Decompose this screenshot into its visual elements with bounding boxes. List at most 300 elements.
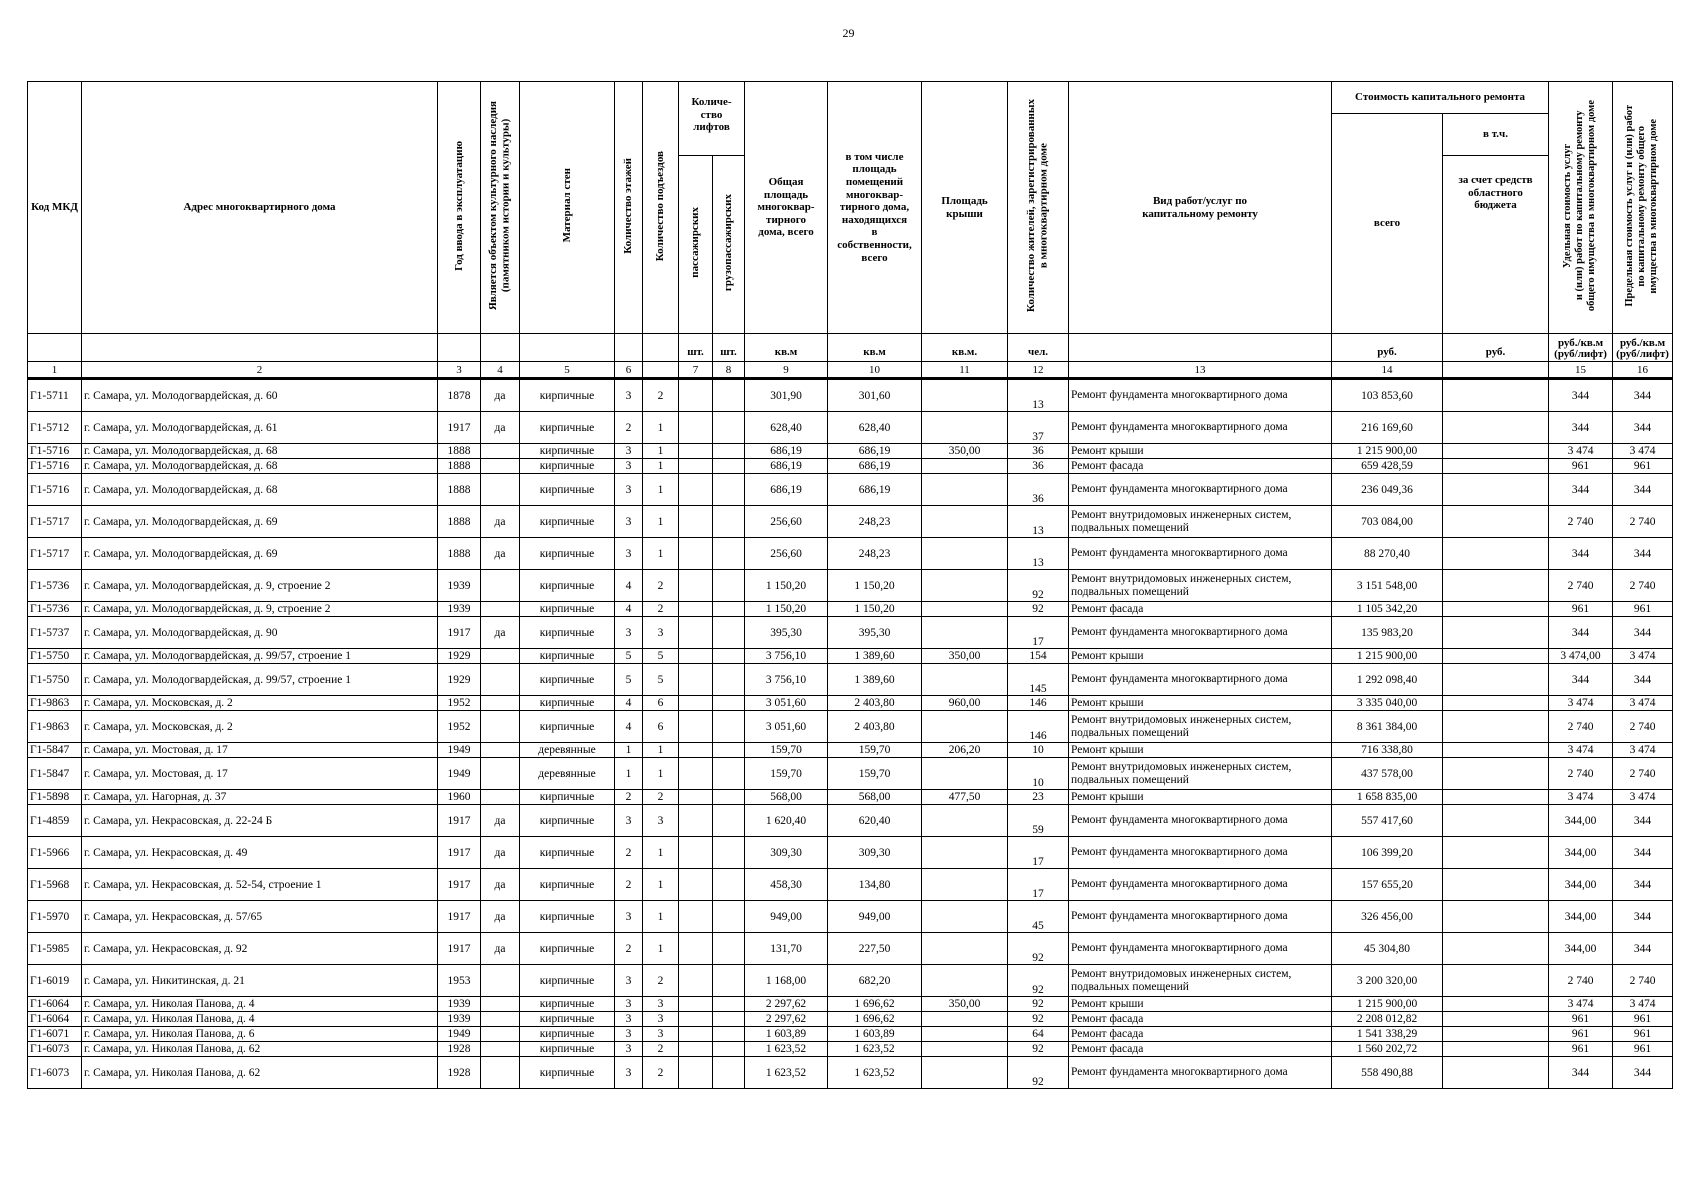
row-residents: 37 <box>1008 412 1069 444</box>
row-code: Г1-5716 <box>28 459 82 474</box>
row-unit-cost: 344 <box>1549 1057 1613 1089</box>
row-address: г. Самара, ул. Молодогвардейская, д. 68 <box>82 444 438 459</box>
row-entrances: 3 <box>643 805 679 837</box>
row-lifts-passenger <box>679 538 713 570</box>
row-work-type: Ремонт внутридомовых инженерных систем, подвальных помещений <box>1069 506 1332 538</box>
unit-total-area: кв.м <box>745 334 828 362</box>
row-material: кирпичные <box>520 617 615 649</box>
row-lifts-passenger <box>679 790 713 805</box>
row-heritage <box>481 664 520 696</box>
row-work-type: Ремонт крыши <box>1069 997 1332 1012</box>
row-roof-area <box>922 869 1008 901</box>
row-cost-regional <box>1443 1057 1549 1089</box>
row-owned-area: 620,40 <box>828 805 922 837</box>
row-year: 1952 <box>438 711 481 743</box>
row-unit-cost: 961 <box>1549 1012 1613 1027</box>
row-year: 1939 <box>438 570 481 602</box>
row-heritage <box>481 790 520 805</box>
row-owned-area: 682,20 <box>828 965 922 997</box>
row-cost-regional <box>1443 805 1549 837</box>
row-work-type: Ремонт фундамента многоквартирного дома <box>1069 901 1332 933</box>
row-work-type: Ремонт внутридомовых инженерных систем, подвальных помещений <box>1069 758 1332 790</box>
table-row <box>28 1027 1673 1042</box>
row-cost-total: 88 270,40 <box>1332 538 1443 570</box>
row-entrances: 5 <box>643 664 679 696</box>
row-residents: 13 <box>1008 538 1069 570</box>
row-floors: 4 <box>615 570 643 602</box>
row-lifts-cargo <box>713 649 745 664</box>
row-entrances: 1 <box>643 933 679 965</box>
row-cost-total: 236 049,36 <box>1332 474 1443 506</box>
row-roof-area <box>922 1012 1008 1027</box>
row-code: Г1-5712 <box>28 412 82 444</box>
row-total-area: 3 756,10 <box>745 664 828 696</box>
row-cost-regional <box>1443 933 1549 965</box>
row-material: кирпичные <box>520 997 615 1012</box>
row-roof-area <box>922 664 1008 696</box>
row-address: г. Самара, ул. Некрасовская, д. 52-54, строение 1 <box>82 869 438 901</box>
row-code: Г1-6073 <box>28 1042 82 1057</box>
row-lifts-cargo <box>713 743 745 758</box>
row-total-area: 3 756,10 <box>745 649 828 664</box>
row-max-cost: 3 474 <box>1613 790 1673 805</box>
row-entrances: 1 <box>643 444 679 459</box>
row-entrances: 2 <box>643 1042 679 1057</box>
row-roof-area <box>922 412 1008 444</box>
row-roof-area <box>922 570 1008 602</box>
row-lifts-passenger <box>679 997 713 1012</box>
row-lifts-passenger <box>679 617 713 649</box>
column-number <box>1443 362 1549 379</box>
unit-cost-regional: руб. <box>1443 334 1549 362</box>
row-total-area: 2 297,62 <box>745 1012 828 1027</box>
row-lifts-passenger <box>679 379 713 412</box>
row-residents: 154 <box>1008 649 1069 664</box>
column-number: 16 <box>1613 362 1673 379</box>
row-code: Г1-5716 <box>28 444 82 459</box>
row-lifts-passenger <box>679 444 713 459</box>
row-roof-area <box>922 379 1008 412</box>
row-floors: 2 <box>615 869 643 901</box>
row-cost-total: 1 215 900,00 <box>1332 649 1443 664</box>
row-floors: 3 <box>615 1042 643 1057</box>
row-code: Г1-6064 <box>28 997 82 1012</box>
row-material: кирпичные <box>520 412 615 444</box>
row-total-area: 1 603,89 <box>745 1027 828 1042</box>
row-roof-area <box>922 901 1008 933</box>
row-work-type: Ремонт крыши <box>1069 743 1332 758</box>
row-cost-total: 106 399,20 <box>1332 837 1443 869</box>
row-total-area: 3 051,60 <box>745 696 828 711</box>
row-owned-area: 568,00 <box>828 790 922 805</box>
row-code: Г1-5736 <box>28 602 82 617</box>
row-material: кирпичные <box>520 696 615 711</box>
row-material: кирпичные <box>520 837 615 869</box>
row-address: г. Самара, ул. Молодогвардейская, д. 99/57, строение 1 <box>82 649 438 664</box>
row-heritage <box>481 1042 520 1057</box>
column-number: 9 <box>745 362 828 379</box>
row-roof-area <box>922 933 1008 965</box>
row-total-area: 1 620,40 <box>745 805 828 837</box>
row-year: 1917 <box>438 412 481 444</box>
row-code: Г1-9863 <box>28 696 82 711</box>
row-floors: 3 <box>615 444 643 459</box>
row-heritage <box>481 649 520 664</box>
row-cost-total: 703 084,00 <box>1332 506 1443 538</box>
unit-lifts-cargo: шт. <box>713 334 745 362</box>
row-heritage: да <box>481 901 520 933</box>
row-lifts-passenger <box>679 570 713 602</box>
row-material: кирпичные <box>520 965 615 997</box>
row-year: 1888 <box>438 506 481 538</box>
row-roof-area <box>922 805 1008 837</box>
row-lifts-cargo <box>713 758 745 790</box>
row-roof-area <box>922 538 1008 570</box>
row-unit-cost: 344,00 <box>1549 901 1613 933</box>
row-address: г. Самара, ул. Московская, д. 2 <box>82 711 438 743</box>
row-max-cost: 3 474 <box>1613 444 1673 459</box>
row-owned-area: 309,30 <box>828 837 922 869</box>
row-work-type: Ремонт фундамента многоквартирного дома <box>1069 664 1332 696</box>
row-lifts-cargo <box>713 664 745 696</box>
row-total-area: 3 051,60 <box>745 711 828 743</box>
row-unit-cost: 344 <box>1549 664 1613 696</box>
row-floors: 1 <box>615 758 643 790</box>
row-address: г. Самара, ул. Некрасовская, д. 49 <box>82 837 438 869</box>
row-lifts-cargo <box>713 997 745 1012</box>
header-roof-area: Площадь крыши <box>922 82 1008 334</box>
row-roof-area: 350,00 <box>922 444 1008 459</box>
row-unit-cost: 3 474 <box>1549 444 1613 459</box>
row-unit-cost: 2 740 <box>1549 758 1613 790</box>
row-year: 1917 <box>438 869 481 901</box>
row-owned-area: 2 403,80 <box>828 711 922 743</box>
row-work-type: Ремонт фундамента многоквартирного дома <box>1069 617 1332 649</box>
row-max-cost: 344 <box>1613 538 1673 570</box>
row-floors: 3 <box>615 474 643 506</box>
row-code: Г1-5898 <box>28 790 82 805</box>
row-lifts-cargo <box>713 459 745 474</box>
row-lifts-passenger <box>679 696 713 711</box>
row-heritage <box>481 1027 520 1042</box>
row-entrances: 2 <box>643 790 679 805</box>
row-owned-area: 1 150,20 <box>828 570 922 602</box>
row-roof-area <box>922 617 1008 649</box>
row-residents: 92 <box>1008 1042 1069 1057</box>
row-max-cost: 344 <box>1613 837 1673 869</box>
table-row <box>28 805 1673 837</box>
row-lifts-cargo <box>713 1027 745 1042</box>
row-residents: 92 <box>1008 997 1069 1012</box>
row-max-cost: 3 474 <box>1613 649 1673 664</box>
column-number: 6 <box>615 362 643 379</box>
table-row <box>28 743 1673 758</box>
row-heritage <box>481 997 520 1012</box>
row-code: Г1-5847 <box>28 758 82 790</box>
row-roof-area: 206,20 <box>922 743 1008 758</box>
row-lifts-cargo <box>713 1012 745 1027</box>
row-floors: 3 <box>615 901 643 933</box>
row-heritage <box>481 743 520 758</box>
table-row <box>28 696 1673 711</box>
row-total-area: 1 623,52 <box>745 1042 828 1057</box>
row-floors: 3 <box>615 538 643 570</box>
row-lifts-cargo <box>713 412 745 444</box>
row-cost-total: 3 200 320,00 <box>1332 965 1443 997</box>
row-cost-total: 103 853,60 <box>1332 379 1443 412</box>
row-lifts-passenger <box>679 649 713 664</box>
row-cost-total: 437 578,00 <box>1332 758 1443 790</box>
row-address: г. Самара, ул. Николая Панова, д. 4 <box>82 997 438 1012</box>
row-entrances: 6 <box>643 696 679 711</box>
column-number: 13 <box>1069 362 1332 379</box>
row-owned-area: 1 389,60 <box>828 649 922 664</box>
row-residents: 13 <box>1008 379 1069 412</box>
row-heritage: да <box>481 379 520 412</box>
page-number: 29 <box>842 26 855 40</box>
row-lifts-passenger <box>679 758 713 790</box>
column-number: 2 <box>82 362 438 379</box>
row-lifts-cargo <box>713 965 745 997</box>
column-number: 5 <box>520 362 615 379</box>
row-cost-regional <box>1443 711 1549 743</box>
row-max-cost: 961 <box>1613 1027 1673 1042</box>
row-code: Г1-5968 <box>28 869 82 901</box>
row-residents: 92 <box>1008 965 1069 997</box>
row-residents: 145 <box>1008 664 1069 696</box>
row-floors: 3 <box>615 617 643 649</box>
table-row <box>28 412 1673 444</box>
row-owned-area: 949,00 <box>828 901 922 933</box>
row-entrances: 1 <box>643 506 679 538</box>
row-material: кирпичные <box>520 444 615 459</box>
row-heritage <box>481 711 520 743</box>
row-cost-total: 45 304,80 <box>1332 933 1443 965</box>
table-row <box>28 538 1673 570</box>
row-lifts-cargo <box>713 444 745 459</box>
row-year: 1917 <box>438 805 481 837</box>
row-material: кирпичные <box>520 1027 615 1042</box>
row-heritage: да <box>481 506 520 538</box>
row-cost-regional <box>1443 538 1549 570</box>
row-heritage <box>481 602 520 617</box>
row-cost-regional <box>1443 837 1549 869</box>
row-lifts-cargo <box>713 696 745 711</box>
table-row <box>28 444 1673 459</box>
row-cost-total: 135 983,20 <box>1332 617 1443 649</box>
row-residents: 146 <box>1008 696 1069 711</box>
row-cost-total: 659 428,59 <box>1332 459 1443 474</box>
row-cost-regional <box>1443 412 1549 444</box>
row-max-cost: 2 740 <box>1613 965 1673 997</box>
column-number: 7 <box>679 362 713 379</box>
row-max-cost: 961 <box>1613 1042 1673 1057</box>
row-work-type: Ремонт крыши <box>1069 790 1332 805</box>
row-year: 1888 <box>438 474 481 506</box>
row-material: кирпичные <box>520 459 615 474</box>
row-max-cost: 344 <box>1613 933 1673 965</box>
row-entrances: 3 <box>643 1012 679 1027</box>
row-unit-cost: 2 740 <box>1549 711 1613 743</box>
row-floors: 2 <box>615 412 643 444</box>
row-lifts-cargo <box>713 538 745 570</box>
row-total-area: 159,70 <box>745 758 828 790</box>
row-unit-cost: 3 474 <box>1549 997 1613 1012</box>
capital-repair-table <box>27 81 1673 1089</box>
row-material: кирпичные <box>520 805 615 837</box>
row-code: Г1-6064 <box>28 1012 82 1027</box>
header-lifts: Количе- ство лифтов <box>679 82 745 156</box>
row-work-type: Ремонт фундамента многоквартирного дома <box>1069 805 1332 837</box>
row-total-area: 131,70 <box>745 933 828 965</box>
row-lifts-cargo <box>713 711 745 743</box>
row-residents: 10 <box>1008 743 1069 758</box>
row-floors: 3 <box>615 379 643 412</box>
row-max-cost: 344 <box>1613 664 1673 696</box>
row-max-cost: 2 740 <box>1613 570 1673 602</box>
row-address: г. Самара, ул. Молодогвардейская, д. 99/57, строение 1 <box>82 664 438 696</box>
header-lifts-passenger: пассажирских <box>679 156 713 334</box>
row-lifts-cargo <box>713 570 745 602</box>
row-lifts-cargo <box>713 805 745 837</box>
row-heritage <box>481 758 520 790</box>
row-entrances: 1 <box>643 459 679 474</box>
row-entrances: 1 <box>643 837 679 869</box>
row-year: 1949 <box>438 758 481 790</box>
row-unit-cost: 961 <box>1549 459 1613 474</box>
row-unit-cost: 344 <box>1549 617 1613 649</box>
row-code: Г1-5985 <box>28 933 82 965</box>
row-floors: 3 <box>615 1057 643 1089</box>
row-max-cost: 961 <box>1613 1012 1673 1027</box>
row-unit-cost: 2 740 <box>1549 965 1613 997</box>
row-unit-cost: 344,00 <box>1549 869 1613 901</box>
row-cost-total: 157 655,20 <box>1332 869 1443 901</box>
row-floors: 4 <box>615 602 643 617</box>
row-floors: 3 <box>615 965 643 997</box>
header-cost-group: Стоимость капитального ремонта <box>1332 82 1549 114</box>
row-year: 1949 <box>438 1027 481 1042</box>
row-total-area: 1 150,20 <box>745 602 828 617</box>
row-entrances: 5 <box>643 649 679 664</box>
row-total-area: 256,60 <box>745 506 828 538</box>
row-entrances: 2 <box>643 570 679 602</box>
row-total-area: 628,40 <box>745 412 828 444</box>
table-row <box>28 869 1673 901</box>
row-cost-regional <box>1443 869 1549 901</box>
row-year: 1917 <box>438 617 481 649</box>
row-work-type: Ремонт фундамента многоквартирного дома <box>1069 933 1332 965</box>
row-owned-area: 248,23 <box>828 538 922 570</box>
table-row <box>28 649 1673 664</box>
row-work-type: Ремонт внутридомовых инженерных систем, подвальных помещений <box>1069 570 1332 602</box>
row-total-area: 686,19 <box>745 444 828 459</box>
row-entrances: 3 <box>643 1027 679 1042</box>
row-lifts-passenger <box>679 459 713 474</box>
row-lifts-cargo <box>713 869 745 901</box>
row-work-type: Ремонт фасада <box>1069 459 1332 474</box>
row-roof-area <box>922 1057 1008 1089</box>
row-lifts-cargo <box>713 837 745 869</box>
table-row <box>28 1012 1673 1027</box>
row-floors: 4 <box>615 711 643 743</box>
column-number: 8 <box>713 362 745 379</box>
row-floors: 2 <box>615 837 643 869</box>
row-entrances: 3 <box>643 617 679 649</box>
row-roof-area <box>922 965 1008 997</box>
row-floors: 3 <box>615 506 643 538</box>
row-roof-area <box>922 1042 1008 1057</box>
row-year: 1929 <box>438 649 481 664</box>
row-cost-regional <box>1443 790 1549 805</box>
row-address: г. Самара, ул. Мостовая, д. 17 <box>82 758 438 790</box>
row-code: Г1-5966 <box>28 837 82 869</box>
table-row <box>28 790 1673 805</box>
row-cost-total: 1 105 342,20 <box>1332 602 1443 617</box>
row-total-area: 686,19 <box>745 474 828 506</box>
row-material: кирпичные <box>520 1042 615 1057</box>
row-year: 1888 <box>438 538 481 570</box>
row-owned-area: 686,19 <box>828 444 922 459</box>
row-lifts-cargo <box>713 474 745 506</box>
row-total-area: 301,90 <box>745 379 828 412</box>
row-address: г. Самара, ул. Мостовая, д. 17 <box>82 743 438 758</box>
row-residents: 64 <box>1008 1027 1069 1042</box>
row-year: 1939 <box>438 602 481 617</box>
column-number: 4 <box>481 362 520 379</box>
row-heritage: да <box>481 617 520 649</box>
header-floors: Количество этажей <box>615 82 643 334</box>
row-entrances: 1 <box>643 474 679 506</box>
row-lifts-passenger <box>679 869 713 901</box>
row-material: кирпичные <box>520 649 615 664</box>
row-code: Г1-5970 <box>28 901 82 933</box>
row-entrances: 6 <box>643 711 679 743</box>
row-work-type: Ремонт крыши <box>1069 649 1332 664</box>
row-address: г. Самара, ул. Молодогвардейская, д. 69 <box>82 506 438 538</box>
row-heritage: да <box>481 869 520 901</box>
row-owned-area: 1 603,89 <box>828 1027 922 1042</box>
header-year: Год ввода в эксплуатацию <box>438 82 481 334</box>
row-heritage <box>481 459 520 474</box>
header-unit-cost: Удельная стоимость услуг и (или) работ по капитальному ремонту общего имущества в многоквартирном доме <box>1549 82 1613 334</box>
row-year: 1888 <box>438 444 481 459</box>
header-material: Материал стен <box>520 82 615 334</box>
table-row <box>28 997 1673 1012</box>
row-unit-cost: 2 740 <box>1549 570 1613 602</box>
row-total-area: 395,30 <box>745 617 828 649</box>
row-residents: 59 <box>1008 805 1069 837</box>
table-row <box>28 965 1673 997</box>
table-row <box>28 602 1673 617</box>
row-lifts-cargo <box>713 933 745 965</box>
row-lifts-passenger <box>679 805 713 837</box>
row-roof-area <box>922 474 1008 506</box>
row-lifts-passenger <box>679 474 713 506</box>
row-year: 1929 <box>438 664 481 696</box>
row-unit-cost: 961 <box>1549 1042 1613 1057</box>
column-number <box>643 362 679 379</box>
row-material: кирпичные <box>520 901 615 933</box>
row-code: Г1-9863 <box>28 711 82 743</box>
row-cost-total: 216 169,60 <box>1332 412 1443 444</box>
row-heritage <box>481 474 520 506</box>
column-number: 12 <box>1008 362 1069 379</box>
column-number-row <box>28 362 1673 379</box>
row-material: кирпичные <box>520 711 615 743</box>
row-cost-regional <box>1443 1012 1549 1027</box>
row-max-cost: 2 740 <box>1613 506 1673 538</box>
